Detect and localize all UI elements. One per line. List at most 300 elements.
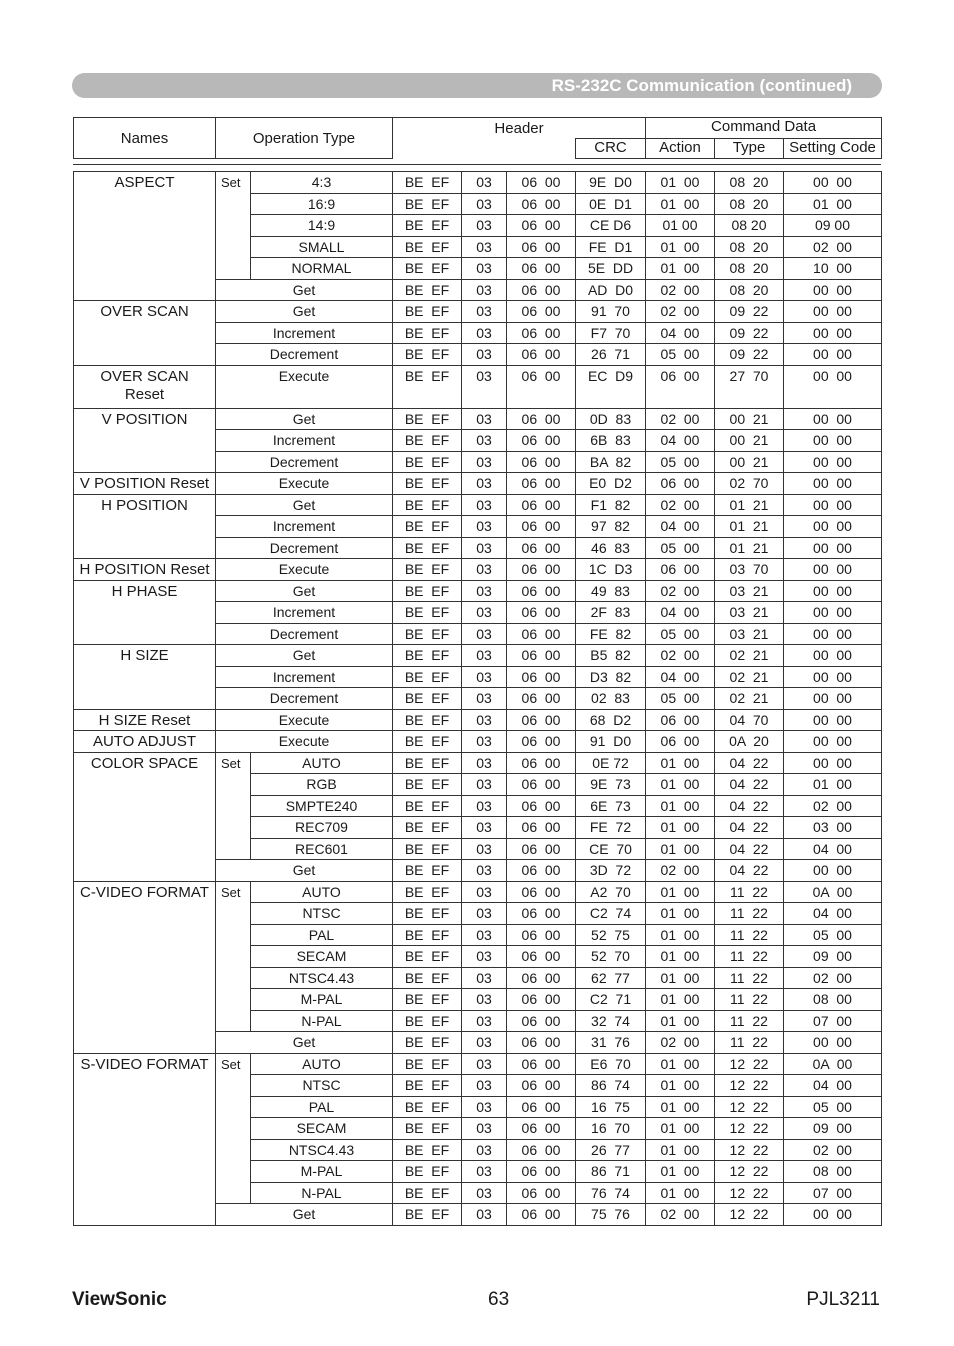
type-cell: 03 70 <box>715 559 784 581</box>
command-name <box>74 1053 216 1225</box>
command-name <box>74 559 216 581</box>
header-byte-1: BE EF <box>393 666 462 688</box>
setting-code-cell: 02 00 <box>784 967 882 989</box>
header-separator <box>73 164 881 165</box>
header-byte-1: BE EF <box>393 709 462 731</box>
header-byte-1: BE EF <box>393 967 462 989</box>
header-byte-2: 03 <box>462 795 507 817</box>
crc-cell: D3 82 <box>576 666 646 688</box>
type-cell: 11 22 <box>715 1010 784 1032</box>
header-byte-1: BE EF <box>393 1010 462 1032</box>
header-byte-1: BE EF <box>393 774 462 796</box>
header-byte-1: BE EF <box>393 1032 462 1054</box>
header-byte-2: 03 <box>462 1096 507 1118</box>
type-cell: 01 21 <box>715 494 784 516</box>
action-cell: 01 00 <box>646 967 715 989</box>
action-cell: 06 00 <box>646 559 715 581</box>
header-byte-2: 03 <box>462 580 507 602</box>
action-cell: 05 00 <box>646 344 715 366</box>
header-byte-1: BE EF <box>393 1139 462 1161</box>
header-byte-2: 03 <box>462 602 507 624</box>
setting-code-cell: 04 00 <box>784 1075 882 1097</box>
header-byte-1: BE EF <box>393 795 462 817</box>
header-byte-3: 06 00 <box>507 645 576 667</box>
type-cell: 11 22 <box>715 1032 784 1054</box>
setting-code-cell: 04 00 <box>784 903 882 925</box>
header-byte-1: BE EF <box>393 172 462 194</box>
crc-cell: CE D6 <box>576 215 646 237</box>
command-name <box>74 881 216 1053</box>
operation-value: SMALL <box>251 236 393 258</box>
type-cell: 04 22 <box>715 795 784 817</box>
header-byte-2: 03 <box>462 365 507 408</box>
operation-value: SECAM <box>251 1118 393 1140</box>
header-byte-2: 03 <box>462 623 507 645</box>
type-cell: 03 21 <box>715 580 784 602</box>
operation-type: Get <box>216 1032 393 1054</box>
command-name-line: V POSITION Reset <box>79 475 210 492</box>
operation-type: Execute <box>216 731 393 753</box>
command-name-line: H SIZE Reset <box>98 711 191 729</box>
setting-code-cell: 00 00 <box>784 860 882 882</box>
header-byte-3: 06 00 <box>507 688 576 710</box>
operation-value: NTSC4.43 <box>251 1139 393 1161</box>
operation-type: Increment <box>216 430 393 452</box>
header-byte-1: BE EF <box>393 1096 462 1118</box>
header-byte-3: 06 00 <box>507 258 576 280</box>
header-byte-1: BE EF <box>393 236 462 258</box>
crc-cell: 9E 73 <box>576 774 646 796</box>
operation-value: M-PAL <box>251 1161 393 1183</box>
set-label: Set <box>216 881 251 1032</box>
crc-cell: 62 77 <box>576 967 646 989</box>
setting-code-cell: 08 00 <box>784 989 882 1011</box>
header-byte-1: BE EF <box>393 559 462 581</box>
set-label: Set <box>216 1053 251 1204</box>
table-row <box>74 172 882 194</box>
setting-code-cell: 00 00 <box>784 602 882 624</box>
crc-cell: AD D0 <box>576 279 646 301</box>
header-byte-3: 06 00 <box>507 1118 576 1140</box>
header-byte-2: 03 <box>462 838 507 860</box>
setting-code-cell: 04 00 <box>784 838 882 860</box>
header-byte-1: BE EF <box>393 365 462 408</box>
type-cell: 02 21 <box>715 645 784 667</box>
header-byte-1: BE EF <box>393 817 462 839</box>
operation-value: NORMAL <box>251 258 393 280</box>
crc-cell: 26 77 <box>576 1139 646 1161</box>
action-cell: 01 00 <box>646 1096 715 1118</box>
header-byte-2: 03 <box>462 193 507 215</box>
table-row <box>74 731 882 753</box>
action-cell: 01 00 <box>646 172 715 194</box>
setting-code-cell: 09 00 <box>784 215 882 237</box>
header-byte-3: 06 00 <box>507 1139 576 1161</box>
header-byte-2: 03 <box>462 1204 507 1226</box>
operation-value: REC601 <box>251 838 393 860</box>
operation-type: Decrement <box>216 344 393 366</box>
crc-cell: 52 75 <box>576 924 646 946</box>
header-byte-1: BE EF <box>393 838 462 860</box>
command-name <box>74 580 216 645</box>
action-cell: 01 00 <box>646 1139 715 1161</box>
action-cell: 01 00 <box>646 817 715 839</box>
setting-code-cell: 00 00 <box>784 1032 882 1054</box>
header-byte-1: BE EF <box>393 946 462 968</box>
command-name-line: AUTO ADJUST <box>92 733 197 750</box>
header-byte-1: BE EF <box>393 580 462 602</box>
header-byte-1: BE EF <box>393 301 462 323</box>
header-byte-1: BE EF <box>393 322 462 344</box>
header-byte-2: 03 <box>462 430 507 452</box>
type-cell: 03 21 <box>715 602 784 624</box>
action-cell: 02 00 <box>646 1204 715 1226</box>
operation-type: Increment <box>216 666 393 688</box>
header-byte-1: BE EF <box>393 602 462 624</box>
action-header: Action <box>646 139 715 159</box>
header-byte-1: BE EF <box>393 881 462 903</box>
operation-value: SECAM <box>251 946 393 968</box>
type-cell: 04 22 <box>715 774 784 796</box>
header-byte-3: 06 00 <box>507 494 576 516</box>
crc-cell: 2F 83 <box>576 602 646 624</box>
crc-cell: 91 D0 <box>576 731 646 753</box>
operation-type: Decrement <box>216 688 393 710</box>
table-row <box>74 1053 882 1075</box>
setting-code-cell: 02 00 <box>784 795 882 817</box>
command-name-line: Reset <box>124 385 165 403</box>
command-name <box>74 365 216 408</box>
action-cell: 01 00 <box>646 838 715 860</box>
setting-code-cell: 00 00 <box>784 344 882 366</box>
operation-type: Get <box>216 860 393 882</box>
crc-cell: 26 71 <box>576 344 646 366</box>
type-cell: 01 21 <box>715 537 784 559</box>
crc-cell: 6B 83 <box>576 430 646 452</box>
type-cell: 09 22 <box>715 301 784 323</box>
action-cell: 04 00 <box>646 666 715 688</box>
header-byte-1: BE EF <box>393 408 462 430</box>
setting-code-cell: 00 00 <box>784 516 882 538</box>
header-byte-3: 06 00 <box>507 666 576 688</box>
setting-code-cell: 00 00 <box>784 666 882 688</box>
header-byte-3: 06 00 <box>507 215 576 237</box>
type-cell: 08 20 <box>715 193 784 215</box>
action-cell: 04 00 <box>646 516 715 538</box>
header-byte-3: 06 00 <box>507 322 576 344</box>
crc-cell: 46 83 <box>576 537 646 559</box>
header-byte-2: 03 <box>462 451 507 473</box>
crc-cell: 16 70 <box>576 1118 646 1140</box>
action-cell: 01 00 <box>646 881 715 903</box>
type-cell: 11 22 <box>715 903 784 925</box>
type-cell: 04 22 <box>715 838 784 860</box>
crc-cell: 32 74 <box>576 1010 646 1032</box>
operation-type: Execute <box>216 709 393 731</box>
operation-value: RGB <box>251 774 393 796</box>
header-byte-2: 03 <box>462 516 507 538</box>
setting-code-cell: 00 00 <box>784 322 882 344</box>
header-byte-3: 06 00 <box>507 1096 576 1118</box>
action-cell: 02 00 <box>646 860 715 882</box>
operation-type: Execute <box>216 559 393 581</box>
type-cell: 12 22 <box>715 1096 784 1118</box>
command-name-line: H SIZE <box>120 647 169 664</box>
header-byte-3: 06 00 <box>507 559 576 581</box>
operation-type: Get <box>216 645 393 667</box>
type-cell: 00 21 <box>715 408 784 430</box>
set-label: Set <box>216 752 251 860</box>
type-cell: 0A 20 <box>715 731 784 753</box>
setting-code-cell: 01 00 <box>784 193 882 215</box>
header-byte-2: 03 <box>462 967 507 989</box>
action-cell: 01 00 <box>646 1075 715 1097</box>
setting-code-cell: 09 00 <box>784 1118 882 1140</box>
header-byte-1: BE EF <box>393 989 462 1011</box>
crc-cell: 0D 83 <box>576 408 646 430</box>
header-byte-1: BE EF <box>393 537 462 559</box>
action-cell: 04 00 <box>646 430 715 452</box>
header-byte-3: 06 00 <box>507 451 576 473</box>
operation-value: AUTO <box>251 881 393 903</box>
command-name <box>74 408 216 473</box>
setting-code-cell: 05 00 <box>784 924 882 946</box>
crc-cell: 02 83 <box>576 688 646 710</box>
section-title: RS-232C Communication (continued) <box>551 76 852 95</box>
header-byte-3: 06 00 <box>507 731 576 753</box>
header-header: Header <box>393 118 646 139</box>
header-byte-2: 03 <box>462 645 507 667</box>
header-byte-3: 06 00 <box>507 838 576 860</box>
action-cell: 06 00 <box>646 731 715 753</box>
header-byte-3: 06 00 <box>507 1053 576 1075</box>
table-row <box>74 365 882 408</box>
crc-cell: 91 70 <box>576 301 646 323</box>
header-byte-2: 03 <box>462 860 507 882</box>
header-byte-2: 03 <box>462 172 507 194</box>
header-byte-1: BE EF <box>393 860 462 882</box>
crc-cell: 86 71 <box>576 1161 646 1183</box>
action-cell: 01 00 <box>646 946 715 968</box>
operation-value: AUTO <box>251 752 393 774</box>
crc-cell: A2 70 <box>576 881 646 903</box>
names-header: Names <box>74 118 216 159</box>
header-byte-3: 06 00 <box>507 1075 576 1097</box>
command-table <box>73 171 882 1226</box>
command-name <box>74 709 216 731</box>
table-row <box>74 559 882 581</box>
header-byte-1: BE EF <box>393 494 462 516</box>
setting-code-cell: 07 00 <box>784 1182 882 1204</box>
section-banner <box>72 73 882 98</box>
operation-value: PAL <box>251 1096 393 1118</box>
header-byte-2: 03 <box>462 258 507 280</box>
header-byte-1: BE EF <box>393 623 462 645</box>
crc-cell: 68 D2 <box>576 709 646 731</box>
command-name <box>74 752 216 881</box>
setting-code-cell: 00 00 <box>784 430 882 452</box>
crc-cell: 97 82 <box>576 516 646 538</box>
header-byte-2: 03 <box>462 215 507 237</box>
header-byte-3: 06 00 <box>507 408 576 430</box>
type-cell: 12 22 <box>715 1118 784 1140</box>
header-byte-3: 06 00 <box>507 602 576 624</box>
header-byte-3: 06 00 <box>507 795 576 817</box>
header-byte-2: 03 <box>462 817 507 839</box>
setting-code-cell: 10 00 <box>784 258 882 280</box>
type-cell: 27 70 <box>715 365 784 408</box>
header-byte-1: BE EF <box>393 752 462 774</box>
action-cell: 01 00 <box>646 774 715 796</box>
crc-header: CRC <box>576 139 646 159</box>
operation-type: Get <box>216 279 393 301</box>
setting-code-cell: 00 00 <box>784 172 882 194</box>
type-cell: 01 21 <box>715 516 784 538</box>
header-byte-3: 06 00 <box>507 1010 576 1032</box>
action-cell: 01 00 <box>646 1053 715 1075</box>
action-cell: 01 00 <box>646 989 715 1011</box>
command-name <box>74 645 216 710</box>
header-byte-1: BE EF <box>393 645 462 667</box>
crc-cell: 75 76 <box>576 1204 646 1226</box>
header-byte-1: BE EF <box>393 516 462 538</box>
table-row <box>74 301 882 323</box>
header-byte-2: 03 <box>462 322 507 344</box>
type-cell: 11 22 <box>715 967 784 989</box>
command-name <box>74 473 216 495</box>
header-byte-2: 03 <box>462 1161 507 1183</box>
header-byte-3: 06 00 <box>507 279 576 301</box>
command-name-line: OVER SCAN <box>100 367 189 385</box>
setting-code-cell: 00 00 <box>784 1204 882 1226</box>
header-byte-2: 03 <box>462 1075 507 1097</box>
header-byte-2: 03 <box>462 1053 507 1075</box>
header-byte-3: 06 00 <box>507 516 576 538</box>
header-byte-3: 06 00 <box>507 537 576 559</box>
header-byte-1: BE EF <box>393 688 462 710</box>
type-cell: 08 20 <box>715 258 784 280</box>
crc-cell: C2 74 <box>576 903 646 925</box>
header-byte-1: BE EF <box>393 903 462 925</box>
action-cell: 01 00 <box>646 236 715 258</box>
type-cell: 04 22 <box>715 752 784 774</box>
operation-value: 16:9 <box>251 193 393 215</box>
crc-cell: F7 70 <box>576 322 646 344</box>
type-cell: 02 21 <box>715 688 784 710</box>
crc-cell: 52 70 <box>576 946 646 968</box>
header-byte-3: 06 00 <box>507 193 576 215</box>
brand-name: ViewSonic <box>72 1289 167 1310</box>
operation-type: Get <box>216 1204 393 1226</box>
command-name-line: H POSITION Reset <box>79 561 210 578</box>
action-cell: 06 00 <box>646 709 715 731</box>
header-byte-3: 06 00 <box>507 1161 576 1183</box>
header-byte-3: 06 00 <box>507 1182 576 1204</box>
type-cell: 08 20 <box>715 279 784 301</box>
crc-cell: F1 82 <box>576 494 646 516</box>
header-byte-3: 06 00 <box>507 430 576 452</box>
table-row <box>74 494 882 516</box>
action-cell: 06 00 <box>646 365 715 408</box>
setting-code-cell: 01 00 <box>784 774 882 796</box>
table-row <box>74 752 882 774</box>
header-byte-3: 06 00 <box>507 1032 576 1054</box>
type-cell: 12 22 <box>715 1139 784 1161</box>
header-byte-2: 03 <box>462 666 507 688</box>
operation-type: Get <box>216 580 393 602</box>
header-byte-2: 03 <box>462 881 507 903</box>
table-row <box>74 408 882 430</box>
header-byte-2: 03 <box>462 989 507 1011</box>
header-byte-2: 03 <box>462 473 507 495</box>
header-byte-2: 03 <box>462 946 507 968</box>
header-byte-1: BE EF <box>393 1075 462 1097</box>
type-cell: 12 22 <box>715 1182 784 1204</box>
operation-type: Execute <box>216 473 393 495</box>
header-byte-2: 03 <box>462 752 507 774</box>
type-cell: 04 70 <box>715 709 784 731</box>
action-cell: 01 00 <box>646 1118 715 1140</box>
crc-cell: B5 82 <box>576 645 646 667</box>
action-cell: 01 00 <box>646 1010 715 1032</box>
header-byte-2: 03 <box>462 924 507 946</box>
header-byte-3: 06 00 <box>507 881 576 903</box>
command-name <box>74 172 216 301</box>
setting-code-cell: 03 00 <box>784 817 882 839</box>
action-cell: 01 00 <box>646 258 715 280</box>
type-cell: 09 22 <box>715 322 784 344</box>
type-cell: 12 22 <box>715 1161 784 1183</box>
setting-code-cell: 05 00 <box>784 1096 882 1118</box>
setting-code-header: Setting Code <box>784 139 882 159</box>
header-byte-2: 03 <box>462 1182 507 1204</box>
header-byte-1: BE EF <box>393 279 462 301</box>
action-cell: 02 00 <box>646 580 715 602</box>
setting-code-cell: 00 00 <box>784 451 882 473</box>
header-byte-3: 06 00 <box>507 774 576 796</box>
table-row <box>74 580 882 602</box>
type-cell: 04 22 <box>715 860 784 882</box>
header-byte-2: 03 <box>462 1118 507 1140</box>
table-row <box>74 473 882 495</box>
crc-cell: CE 70 <box>576 838 646 860</box>
crc-cell: 5E DD <box>576 258 646 280</box>
setting-code-cell: 00 00 <box>784 709 882 731</box>
header-byte-3: 06 00 <box>507 473 576 495</box>
type-cell: 12 22 <box>715 1053 784 1075</box>
setting-code-cell: 08 00 <box>784 1161 882 1183</box>
header-byte-1: BE EF <box>393 1204 462 1226</box>
header-byte-2: 03 <box>462 1139 507 1161</box>
action-cell: 04 00 <box>646 602 715 624</box>
command-name-line: COLOR SPACE <box>90 754 199 772</box>
crc-cell: 49 83 <box>576 580 646 602</box>
crc-cell: C2 71 <box>576 989 646 1011</box>
crc-cell: BA 82 <box>576 451 646 473</box>
header-byte-2: 03 <box>462 344 507 366</box>
type-cell: 11 22 <box>715 881 784 903</box>
action-cell: 01 00 <box>646 1182 715 1204</box>
operation-value: NTSC4.43 <box>251 967 393 989</box>
crc-cell: 0E 72 <box>576 752 646 774</box>
action-cell: 01 00 <box>646 193 715 215</box>
header-byte-1: BE EF <box>393 924 462 946</box>
action-cell: 05 00 <box>646 537 715 559</box>
header-byte-2: 03 <box>462 408 507 430</box>
operation-value: NTSC <box>251 1075 393 1097</box>
header-byte-2: 03 <box>462 1032 507 1054</box>
setting-code-cell: 0A 00 <box>784 881 882 903</box>
